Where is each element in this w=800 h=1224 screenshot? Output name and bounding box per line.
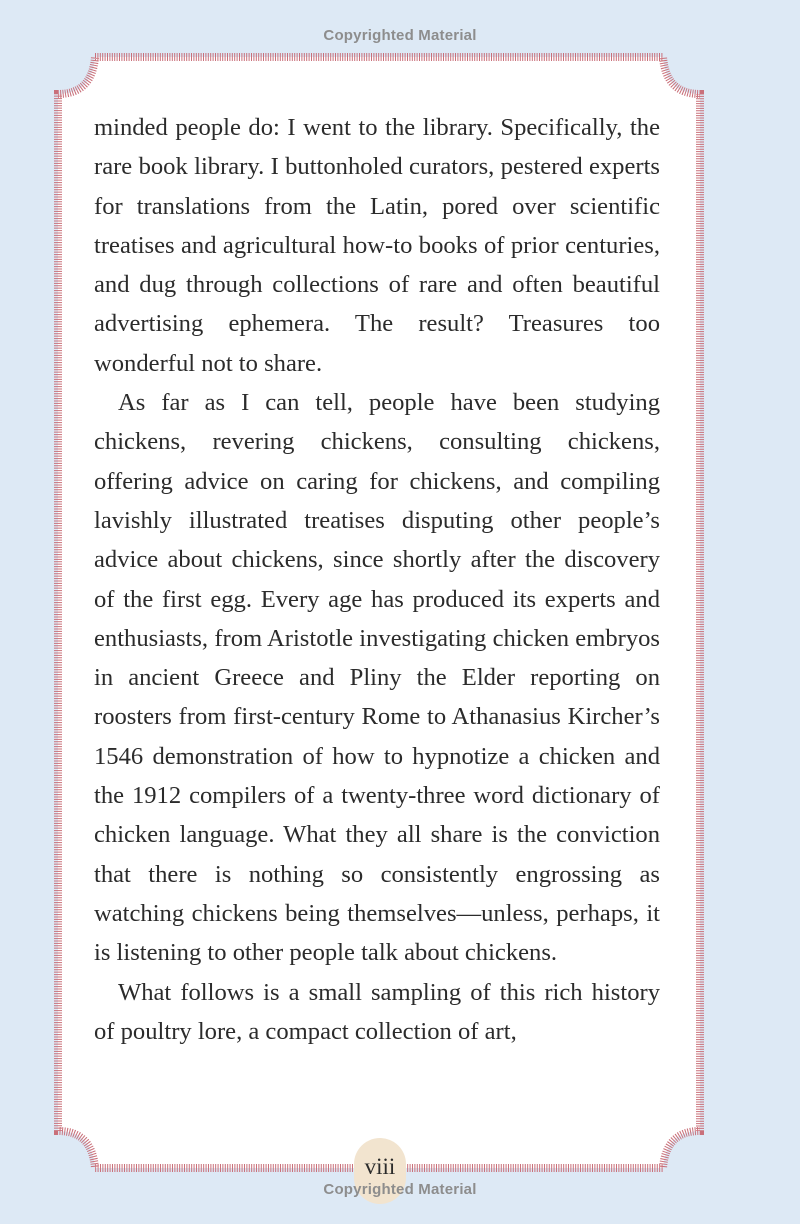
copyright-watermark-bottom: Copyrighted Material	[323, 1181, 477, 1198]
page-number: viii	[354, 1138, 406, 1204]
paragraph-2: As far as I can tell, people have been studying chickens, revering chickens, consulting chickens, offering advice on caring for chickens, and compiling lavishly illustrated treatises disputing other people’s advice about chickens, since shortly after the discovery of the first egg. Every age has produced its experts and enthusiasts, from Aristotle investigating chicken embryos in ancient Greece and Pliny the Elder reporting on roosters from first-century Rome to Athanasius Kircher’s 1546 demonstration of how to hypnotize a chicken and the 1912 compilers of a twenty-three word dictionary of chicken language. What they all share is the conviction that there is nothing so consistently engrossing as watching chickens being themselves—unless, perhaps, it is listening to other people talk about chickens.	[94, 389, 660, 967]
copyright-watermark-top: Copyrighted Material	[323, 27, 477, 44]
paragraph-1: minded people do: I went to the library. Specifically, the rare book library. I buttonholed curators, pestered experts for translations from the Latin, pored over scientific treatises and agricultural how-to books of prior centuries, and dug through collections of rare and often beautiful advertising ephemera. The result? Treasures too wonderful not to share.	[94, 114, 660, 377]
page-body-text	[94, 108, 660, 1051]
paragraph-3: What follows is a small sampling of this rich history of poultry lore, a compact collection of art,	[94, 978, 660, 1045]
